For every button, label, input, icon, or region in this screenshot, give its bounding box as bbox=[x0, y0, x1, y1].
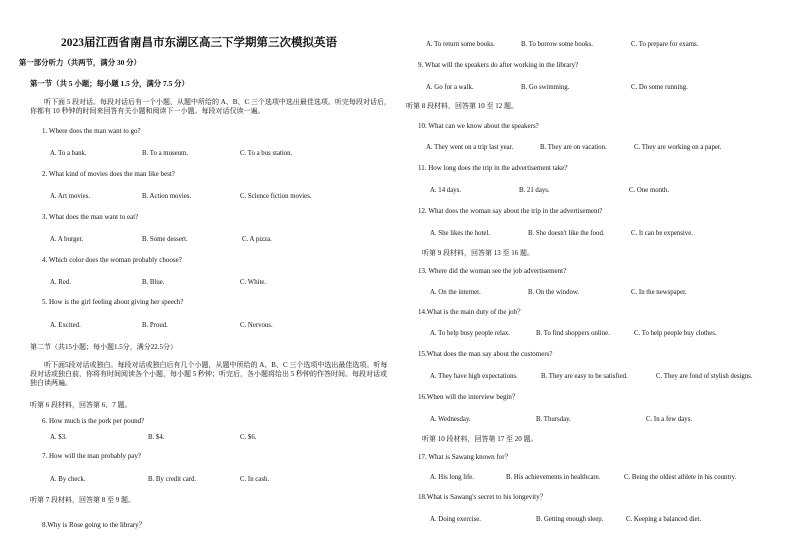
part1-heading: 第一部分听力（共两节，满分 30 分） bbox=[19, 58, 141, 67]
q4-option-c: C. White. bbox=[240, 279, 267, 286]
q7-option-a: A. By check. bbox=[50, 476, 86, 483]
q10-option-c: C. They are working on a paper. bbox=[634, 144, 722, 151]
q4-option-b: B. Blue. bbox=[142, 279, 165, 286]
q3-option-c: C. A pizza. bbox=[242, 236, 272, 243]
right-column bbox=[398, 0, 794, 560]
q5-option-a: A. Excited. bbox=[50, 322, 81, 329]
q7-option-b: B. By credit card. bbox=[148, 476, 197, 483]
q8-option-b: B. To borrow some books. bbox=[521, 41, 593, 48]
q1-option-a: A. To a bank. bbox=[50, 150, 87, 157]
q10-option-a: A. They went on a trip last year. bbox=[426, 144, 514, 151]
q5-option-b: B. Proud. bbox=[142, 322, 168, 329]
question-18: 18.What is Sawang's secret to his longevity？ bbox=[418, 493, 547, 501]
question-6: 6. How much is the pork per pound? bbox=[42, 417, 145, 425]
question-7: 7. How will the man probably pay? bbox=[42, 452, 141, 460]
question-13: 13. Where did the woman see the job advertisement? bbox=[418, 267, 567, 275]
q12-option-c: C. It can be expensive. bbox=[631, 230, 693, 237]
q1-option-b: B. To a museum. bbox=[142, 150, 189, 157]
material-10-instruction: 听第 10 段材料，回答第 17 至 20 题。 bbox=[422, 435, 538, 443]
q8-option-c: C. To prepare for exams. bbox=[631, 41, 699, 48]
question-12: 12. What does the woman say about the trip in the advertisement? bbox=[418, 207, 603, 215]
q8-option-a: A. To return some books. bbox=[426, 41, 495, 48]
q10-option-b: B. They are on vacation. bbox=[540, 144, 607, 151]
q16-option-b: B. Thursday. bbox=[536, 416, 571, 423]
q12-option-b: B. She doesn't like the food. bbox=[528, 230, 605, 237]
q14-option-b: B. To find shoppers online. bbox=[536, 330, 610, 337]
material-9-instruction: 听第 9 段材料，回答第 13 至 16 题。 bbox=[422, 249, 534, 257]
q17-option-b: B. His achievements in healthcare. bbox=[506, 474, 601, 481]
q12-option-a: A. She likes the hotel. bbox=[430, 230, 491, 237]
q4-option-a: A. Red. bbox=[50, 279, 71, 286]
q11-option-c: C. One month. bbox=[629, 187, 670, 194]
q15-option-c: C. They are fond of stylish designs. bbox=[656, 373, 753, 380]
question-11: 11. How long does the trip in the advertisement take? bbox=[418, 164, 568, 172]
question-9: 9. What will the speakers do after working in the library? bbox=[418, 61, 579, 69]
q18-option-a: A. Doing exercise. bbox=[430, 516, 481, 523]
q3-option-a: A. A burger. bbox=[50, 236, 84, 243]
q1-option-c: C. To a bus station. bbox=[240, 150, 293, 157]
question-2: 2. What kind of movies does the man like best? bbox=[42, 170, 175, 178]
q6-option-b: B. $4. bbox=[148, 434, 165, 441]
question-17: 17. What is Sawang known for？ bbox=[418, 453, 512, 461]
q17-option-a: A. His long life. bbox=[430, 474, 474, 481]
q13-option-a: A. On the internet. bbox=[430, 289, 481, 296]
q3-option-b: B. Some dessert. bbox=[142, 236, 188, 243]
q17-option-c: C. Being the oldest athlete in his country. bbox=[624, 474, 737, 481]
q2-option-b: B. Action movies. bbox=[142, 193, 192, 200]
question-3: 3. What does the man want to eat? bbox=[42, 213, 139, 221]
q2-option-a: A. Art movies. bbox=[50, 193, 91, 200]
question-10: 10. What can we know about the speakers? bbox=[418, 122, 539, 130]
material-6-instruction: 听第 6 段材料，回答第 6、7 题。 bbox=[30, 401, 132, 409]
q13-option-b: B. On the window. bbox=[528, 289, 580, 296]
q18-option-b: B. Getting enough sleep. bbox=[536, 516, 604, 523]
section1-heading: 第一节（共 5 小题；每小题 1.5 分，满分 7.5 分） bbox=[30, 79, 189, 88]
q9-option-a: A. Go for a walk. bbox=[426, 84, 474, 91]
q16-option-a: A. Wednesday. bbox=[430, 416, 471, 423]
question-5: 5. How is the girl feeling about giving her speech? bbox=[42, 298, 184, 306]
q5-option-c: C. Nervous. bbox=[240, 322, 273, 329]
q15-option-a: A. They have high expectations. bbox=[430, 373, 518, 380]
q6-option-a: A. $3. bbox=[50, 434, 67, 441]
q14-option-a: A. To help busy people relax. bbox=[430, 330, 510, 337]
q7-option-c: C. In cash. bbox=[240, 476, 270, 483]
q11-option-a: A. 14 days. bbox=[430, 187, 461, 194]
q18-option-c: C. Keeping a balanced diet. bbox=[626, 516, 702, 523]
question-1: 1. Where does the man want to go? bbox=[42, 127, 141, 135]
section2-heading: 第二节（共15小题；每小题1.5分，满分22.5分） bbox=[30, 343, 177, 351]
question-8: 8.Why is Rose going to the library？ bbox=[42, 521, 146, 529]
question-4: 4. Which color does the woman probably choose? bbox=[42, 256, 182, 264]
q16-option-c: C. In a few days. bbox=[646, 416, 693, 423]
section1-instructions: 听下面 5 段对话。每段对话后有一个小题，从题中所给的 A、B、C 三个选项中选出最佳选项。听完每段对话后，你都有 10 秒钟的时间来回答有关小题和阅读下一小题。每段对话仅读一遍。 bbox=[30, 98, 391, 115]
material-8-instruction: 听第 8 段材料，回答第 10 至 12 题。 bbox=[406, 102, 518, 110]
material-7-instruction: 听第 7 段材料，回答第 8 至 9 题。 bbox=[30, 496, 135, 504]
q11-option-b: B. 21 days. bbox=[519, 187, 550, 194]
question-16: 16.When will the interview begin？ bbox=[418, 393, 519, 401]
q6-option-c: C. $6. bbox=[240, 434, 257, 441]
question-15: 15.What does the man say about the customers? bbox=[418, 350, 553, 358]
q9-option-c: C. Do some running. bbox=[631, 84, 688, 91]
q14-option-c: C. To help people buy clothes. bbox=[634, 330, 717, 337]
q15-option-b: B. They are easy to be satisfied. bbox=[541, 373, 628, 380]
q2-option-c: C. Science fiction movies. bbox=[240, 193, 312, 200]
page-title: 2023届江西省南昌市东湖区高三下学期第三次模拟英语 bbox=[61, 37, 337, 49]
question-14: 14.What is the main duty of the job？ bbox=[418, 308, 525, 316]
q9-option-b: B. Go swimming. bbox=[521, 84, 570, 91]
q13-option-c: C. In the newspaper. bbox=[631, 289, 687, 296]
section2-instructions: 听下面5段对话或独白。每段对话或独白后有几个小题，从题中所给的 A、B、C 三个选项中选出最佳选项。听每段对话或独白前，你将有时间阅读各个小题，每小题 5 秒钟；听完后，各小题将给出 5 秒钟的作答时间。每段对话或独白读两遍。 bbox=[30, 361, 388, 387]
